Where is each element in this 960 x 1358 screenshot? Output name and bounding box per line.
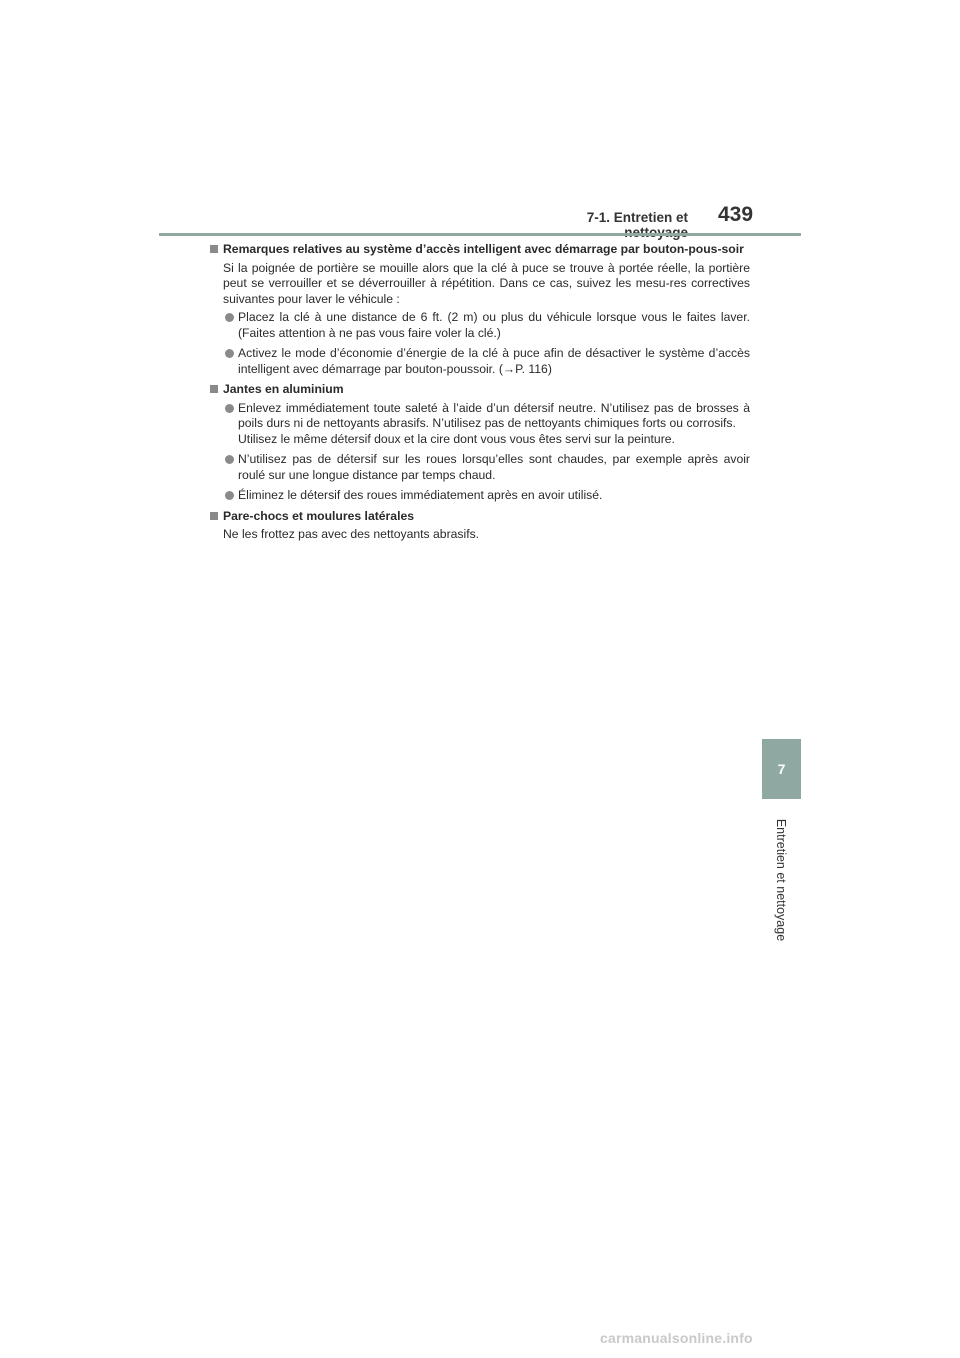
round-bullet-icon	[225, 313, 234, 322]
list-item: N’utilisez pas de détersif sur les roues lorsqu’elles sont chaudes, par exemple après avoir roulé sur une longue distance par temps chaud.	[210, 452, 750, 483]
chapter-tab	[762, 739, 801, 799]
round-bullet-icon	[225, 491, 234, 500]
square-bullet-icon	[210, 245, 218, 253]
list-item: Activez le mode d’économie d’énergie de la clé à puce afin de désactiver le système d’accès intelligent avec démarrage par bouton-poussoir. (→P. 116)	[210, 346, 750, 377]
bullet-note: Utilisez le même détersif doux et la cire dont vous vous êtes servi sur la peinture.	[238, 431, 675, 446]
chapter-side-label	[770, 812, 792, 948]
section-title: 7-1. Entretien et	[586, 210, 688, 225]
section-bumpers	[210, 509, 750, 543]
square-bullet-icon	[210, 512, 218, 520]
section-heading: Pare-chocs et moulures latérales	[210, 509, 750, 525]
square-bullet-icon	[210, 385, 218, 393]
list-item: Placez la clé à une distance de 6 ft. (2 m) ou plus du véhicule lorsque vous le faites laver. (Faites attention à ne pas vous faire voler la clé.)	[210, 310, 750, 341]
round-bullet-icon	[225, 349, 234, 358]
list-item: Éliminez le détersif des roues immédiatement après en avoir utilisé.	[210, 488, 750, 504]
round-bullet-icon	[225, 455, 234, 464]
header-rule	[159, 233, 801, 236]
section-heading: Jantes en aluminium	[210, 382, 750, 398]
section-heading: Remarques relatives au système d’accès intelligent avec démarrage par bouton-pous-soir	[210, 242, 750, 258]
section-smart-access	[210, 242, 750, 377]
page-content	[210, 242, 750, 546]
section-paragraph: Ne les frottez pas avec des nettoyants abrasifs.	[223, 527, 480, 541]
chapter-label: Entretien et nettoyage	[774, 818, 788, 942]
list-item: Enlevez immédiatement toute saleté à l’aide d’un détersif neutre. N’utilisez pas de brosses à poils durs ni de nettoyants abrasifs. N’utilisez pas de nettoyants chimiques forts ou corrosifs. Utilisez le même détersif doux et la cire dont vous vous êtes servi sur la peinture.	[210, 401, 750, 448]
page-number: 439	[718, 203, 754, 226]
section-aluminum-wheels	[210, 382, 750, 504]
chapter-number: 7	[777, 761, 786, 777]
section-paragraph: Si la poignée de portière se mouille alors que la clé à puce se trouve à portée réelle, la portière peut se verrouiller et se déverrouiller à répétition. Dans ce cas, suivez les mesu-res correctives suivantes pour laver le véhicule :	[223, 260, 750, 306]
round-bullet-icon	[225, 404, 234, 413]
watermark: carmanualsonline.info	[600, 1330, 753, 1346]
